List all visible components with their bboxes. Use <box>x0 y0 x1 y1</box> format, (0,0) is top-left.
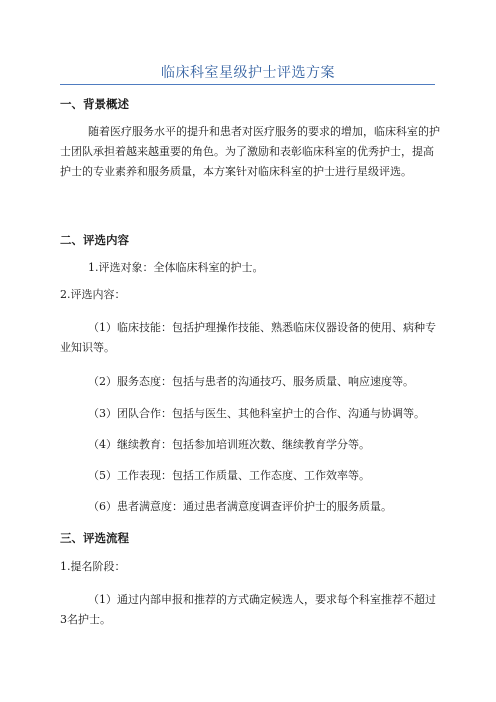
sub-item-service-attitude: （2）服务态度：包括与患者的沟通技巧、服务质量、响应速度等。 <box>88 375 414 388</box>
sub-item-continuing-education: （4）继续教育：包括参加培训班次数、继续教育学分等。 <box>88 438 370 451</box>
title-underline <box>60 84 435 85</box>
document-title: 临床科室星级护士评选方案 <box>161 65 335 81</box>
list-item-target: 1.评选对象：全体临床科室的护士。 <box>88 261 264 274</box>
list-item-nomination: 1.提名阶段： <box>60 560 126 573</box>
section-heading-content: 二、评选内容 <box>60 233 129 247</box>
list-item-content: 2.评选内容： <box>60 288 126 301</box>
sub-item-nomination-method: （1）通过内部申报和推荐的方式确定候选人，要求每个科室推荐不超过3名护士。 <box>60 593 436 626</box>
sub-item-teamwork: （3）团队合作：包括与医生、其他科室护士的合作、沟通与协调等。 <box>88 407 425 420</box>
sub-item-work-performance: （5）工作表现：包括工作质量、工作态度、工作效率等。 <box>88 469 370 482</box>
section-heading-background: 一、背景概述 <box>60 97 129 111</box>
sub-item-clinical-skills: （1）临床技能：包括护理操作技能、熟悉临床仪器设备的使用、病种专业知识等。 <box>60 321 436 354</box>
background-paragraph: 随着医疗服务水平的提升和患者对医疗服务的要求的增加，临床科室的护士团队承担着越来越重要的角色。为了激励和表彰临床科室的优秀护士，提高护士的专业素养和服务质量，本方案针对临床科室的护士进行星级评选。 <box>60 125 440 178</box>
section-heading-process: 三、评选流程 <box>60 531 129 545</box>
sub-item-patient-satisfaction: （6）患者满意度：通过患者满意度调查评价护士的服务质量。 <box>88 500 392 513</box>
